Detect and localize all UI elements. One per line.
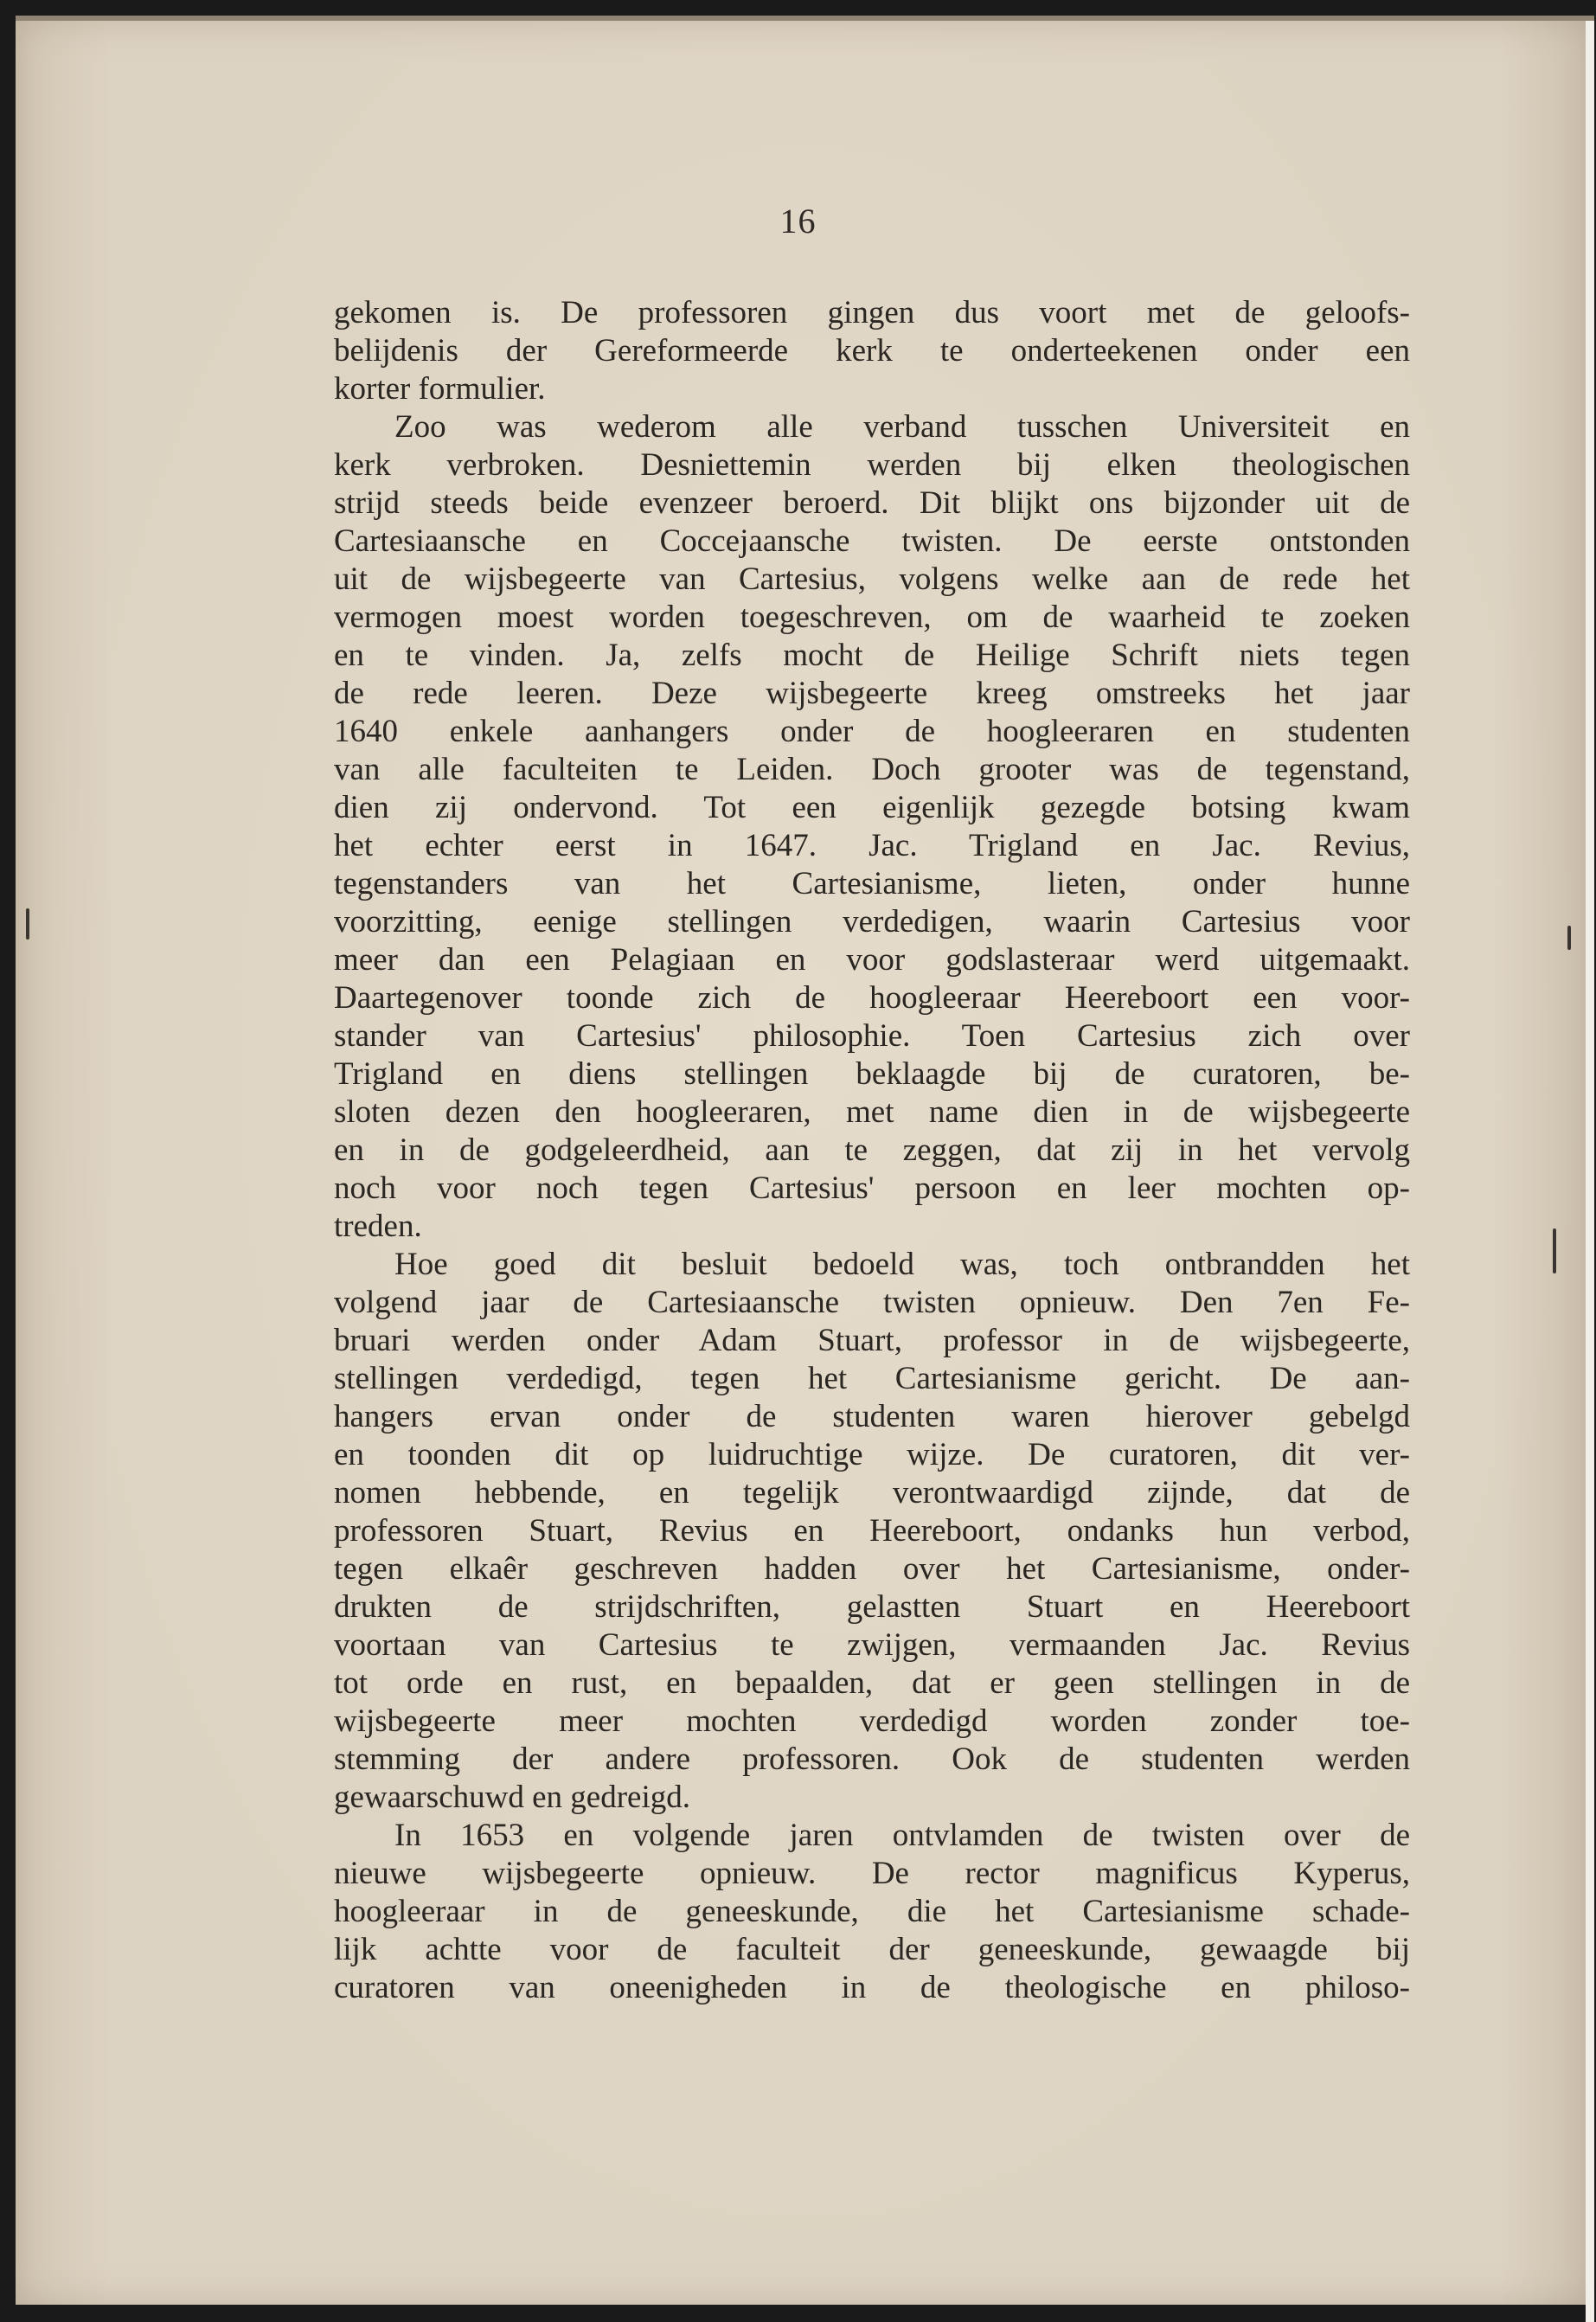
text-line: noch voor noch tegen Cartesius' persoon en leer mochten op- — [334, 1171, 1410, 1206]
margin-mark — [26, 908, 29, 940]
text-line: gekomen is. De professoren gingen dus voort met de geloofs- — [334, 295, 1410, 330]
text-line: stellingen verdedigd, tegen het Cartesianisme gericht. De aan- — [334, 1361, 1410, 1396]
body-text — [334, 294, 1410, 2007]
text-line: volgend jaar de Cartesiaansche twisten opnieuw. Den 7en Fe- — [334, 1285, 1410, 1320]
text-line: en te vinden. Ja, zelfs mocht de Heilige Schrift niets tegen — [334, 638, 1410, 673]
text-line: Trigland en diens stellingen beklaagde bij de curatoren, be- — [334, 1056, 1410, 1092]
text-line: nomen hebbende, en tegelijk verontwaardigd zijnde, dat de — [334, 1475, 1410, 1511]
margin-mark — [1553, 1228, 1556, 1273]
text-line: Daartegenover toonde zich de hoogleeraar Heereboort een voor- — [334, 980, 1410, 1016]
text-line: en in de godgeleerdheid, aan te zeggen, dat zij in het vervolg — [334, 1132, 1410, 1168]
text-line: Cartesiaansche en Coccejaansche twisten. De eerste ontstonden — [334, 523, 1410, 559]
text-line: Zoo was wederom alle verband tusschen Universiteit en — [394, 409, 1410, 445]
text-line: voortaan van Cartesius te zwijgen, vermaanden Jac. Revius — [334, 1627, 1410, 1663]
text-line: hangers ervan onder de studenten waren hierover gebelgd — [334, 1399, 1410, 1434]
text-line: het echter eerst in 1647. Jac. Trigland en Jac. Revius, — [334, 828, 1410, 863]
page-number: 16 — [779, 202, 817, 241]
text-line: kerk verbroken. Desniettemin werden bij elken theologischen — [334, 447, 1410, 483]
text-line: stemming der andere professoren. Ook de studenten werden — [334, 1742, 1410, 1777]
text-line: lijk achtte voor de faculteit der geneeskunde, gewaagde bij — [334, 1932, 1410, 1967]
text-line: bruari werden onder Adam Stuart, professor in de wijsbegeerte, — [334, 1323, 1410, 1358]
text-line: voorzitting, eenige stellingen verdedigen, waarin Cartesius voor — [334, 904, 1410, 940]
text-line: uit de wijsbegeerte van Cartesius, volgens welke aan de rede het — [334, 561, 1410, 597]
text-line: tot orde en rust, en bepaalden, dat er geen stellingen in de — [334, 1665, 1410, 1701]
text-line: In 1653 en volgende jaren ontvlamden de twisten over de — [394, 1818, 1410, 1853]
text-line: vermogen moest worden toegeschreven, om de waarheid te zoeken — [334, 600, 1410, 635]
text-line: strijd steeds beide evenzeer beroerd. Dit blijkt ons bijzonder uit de — [334, 485, 1410, 521]
text-line: 1640 enkele aanhangers onder de hoogleeraren en studenten — [334, 714, 1410, 749]
text-line: van alle faculteiten te Leiden. Doch grooter was de tegenstand, — [334, 752, 1410, 787]
text-line: gewaarschuwd en gedreigd. — [334, 1780, 690, 1815]
text-line: korter formulier. — [334, 371, 546, 407]
text-line: belijdenis der Gereformeerde kerk te onderteekenen onder een — [334, 333, 1410, 369]
text-line: meer dan een Pelagiaan en voor godslasteraar werd uitgemaakt. — [334, 942, 1410, 978]
text-line: drukten de strijdschriften, gelastten Stuart en Heereboort — [334, 1589, 1410, 1625]
text-line: en toonden dit op luidruchtige wijze. De curatoren, dit ver- — [334, 1437, 1410, 1472]
text-line: treden. — [334, 1209, 422, 1244]
text-line: wijsbegeerte meer mochten verdedigd worden zonder toe- — [334, 1703, 1410, 1739]
text-line: professoren Stuart, Revius en Heereboort, ondanks hun verbod, — [334, 1513, 1410, 1549]
text-line: hoogleeraar in de geneeskunde, die het Cartesianisme schade- — [334, 1894, 1410, 1929]
text-line: stander van Cartesius' philosophie. Toen Cartesius zich over — [334, 1018, 1410, 1054]
text-line: tegen elkaêr geschreven hadden over het Cartesianisme, onder- — [334, 1551, 1410, 1587]
text-line: de rede leeren. Deze wijsbegeerte kreeg omstreeks het jaar — [334, 676, 1410, 711]
text-line: curatoren van oneenigheden in de theologische en philoso- — [334, 1970, 1410, 2005]
text-line: nieuwe wijsbegeerte opnieuw. De rector magnificus Kyperus, — [334, 1856, 1410, 1891]
text-line: tegenstanders van het Cartesianisme, lieten, onder hunne — [334, 866, 1410, 901]
page-edge — [1586, 21, 1594, 2322]
margin-mark — [1567, 926, 1571, 950]
text-line: Hoe goed dit besluit bedoeld was, toch ontbrandden het — [394, 1247, 1410, 1282]
text-line: dien zij ondervond. Tot een eigenlijk gezegde botsing kwam — [334, 790, 1410, 825]
text-line: sloten dezen den hoogleeraren, met name dien in de wijsbegeerte — [334, 1094, 1410, 1130]
